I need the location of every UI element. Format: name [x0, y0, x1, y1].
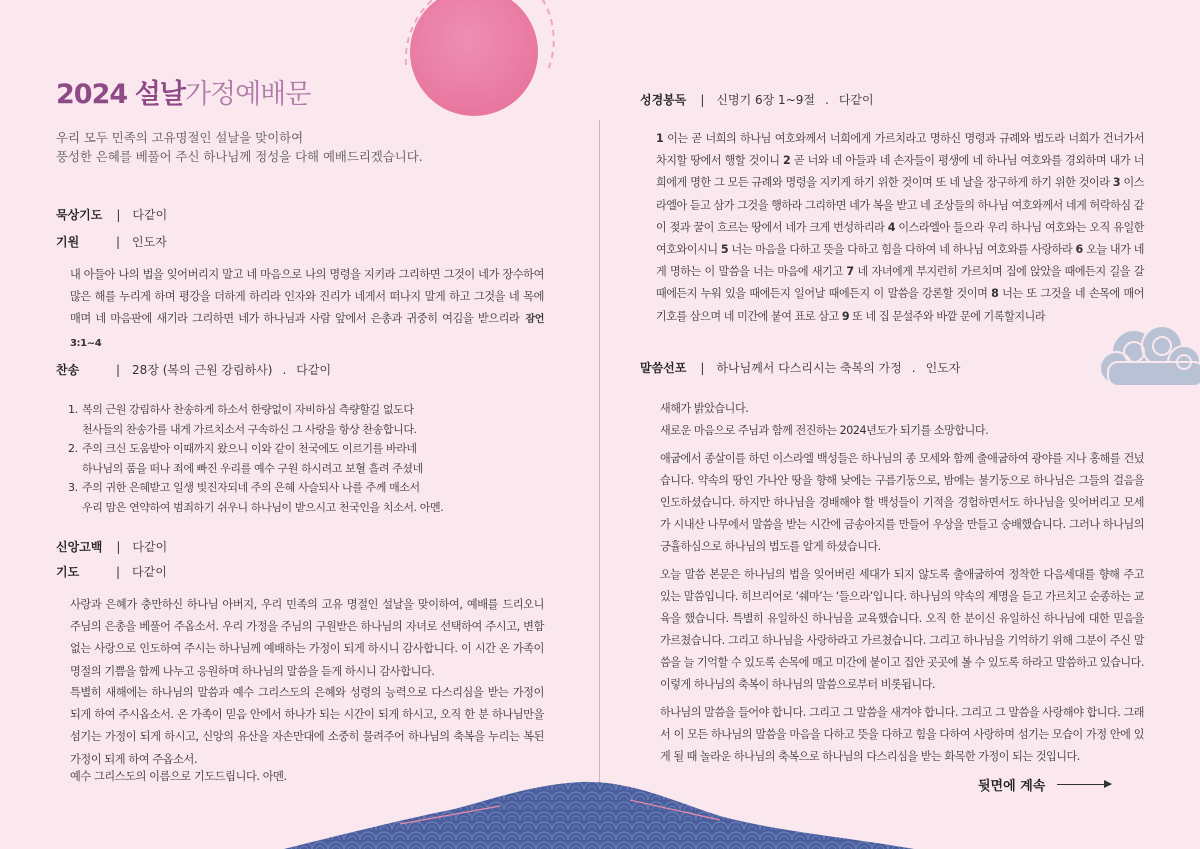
- hymn-verse: 3. 주의 귀한 은혜받고 일생 빚진자되네 주의 은혜 사슬되사 나를 주께 매소서: [68, 481, 420, 494]
- silent-prayer-row: 묵상기도 | 다같이: [56, 207, 168, 222]
- prayer-text-1: 사랑과 은혜가 충만하신 하나님 아버지, 우리 민족의 고유 명절인 설날을 맞이하여, 예배를 드리오니 주님의 은총을 베풀어 주옵소서. 우리 가정을 주님의 구원받은 하나님의 자녀로 선택하여 주시고, 변함없는 사랑으로 인도하여 주시는 하나님께 예배하는 가정이 되게 하시니 감사합니다. 이 시간 온 가족이 명절의 기쁨을 함께 나누고 응원하며 하나님의 말씀을 듣게 하시니 감사합니다.: [70, 598, 544, 678]
- continue-on-back: 뒷면에 계속: [978, 775, 1111, 794]
- sermon-text: [660, 398, 1144, 774]
- hymn-verse-line: 하나님의 품을 떠나 죄에 빠진 우리를 예수 구원 하시려고 보혈 흘려 주셨네: [82, 461, 423, 475]
- hymn-row: 찬송 | 28장 (복의 근원 강림하사) . 다같이: [56, 362, 332, 377]
- sermon-paragraph: 애굽에서 종살이를 하던 이스라엘 백성들은 하나님의 종 모세와 함께 출애굽하여 광야를 지나 홍해를 건넜습니다. 약속의 땅인 가나안 땅을 향해 낮에는 구름기둥으로, 밤에는 불기둥으로 하나님은 그들의 걸음을 인도하셨습니다. 하지만 하나님을 경배해야 할 백성들이 기적을 경험하면서도 하나님을 잊어버리고 모세가 시내산 나무에서 말씀을 받는 시간에 금송아지를 만들어 우상을 만들고 숭배했습니다. 그러나 하나님의 긍휼하심으로 하나님의 법도를 알게 하셨습니다.: [660, 452, 1144, 553]
- hymn-verse-line: 천사들의 찬송가를 내게 가르치소서 구속하신 그 사랑을 항상 찬송합니다.: [82, 422, 417, 436]
- prayer-text-2: 특별히 새해에는 하나님의 말씀과 예수 그리스도의 은혜와 성령의 능력으로 다스리심을 받는 가정이 되게 하여 주시옵소서. 온 가족이 믿음 안에서 하나가 되는 시간이 되게 하시고, 오직 한 분 하나님만을 섬기는 가정이 되게 하시고, 신앙의 유산을 자손만대에 소중히 물려주어 하나님의 축복을 누리는 복된 가정이 되게 하여 주옵소서.: [70, 686, 544, 766]
- prayer-text-3: 예수 그리스도의 이름으로 기도드립니다. 아멘.: [70, 770, 287, 783]
- hymn-verse: 2. 주의 크신 도움받아 이때까지 왔으니 이와 같이 천국에도 이르기를 바라네: [68, 442, 417, 455]
- mountain-decoration: [280, 780, 920, 849]
- hymn-verse-line: 우리 맘은 연약하여 범죄하기 쉬우니 하나님이 받으시고 천국인을 치소서. 아멘.: [82, 500, 444, 514]
- sermon-paragraph: 하나님의 말씀을 들어야 합니다. 그리고 그 말씀을 새겨야 합니다. 그리고 그 말씀을 사랑해야 합니다. 그래서 이 모든 하나님의 말씀을 마음을 다하고 뜻을 다하고 힘을 다하여 사랑하며 섬기는 모습이 가정 안에 있게 될 때 놀라운 하나님의 축복으로 하나님의 다스리심을 받는 화목한 가정이 되는 것입니다.: [660, 706, 1144, 763]
- hymn-lyrics: [68, 400, 548, 517]
- column-divider: [599, 120, 600, 785]
- sermon-paragraph: 오늘 말씀 본문은 하나님의 법을 잊어버린 세대가 되지 않도록 출애굽하여 정착한 다음세대를 향해 주고 있는 말씀입니다. 히브리어로 ‘쉐마’는 ‘들으라’입니다. 하나님의 약속의 계명을 듣고 가르치고 순종하는 교육을 했습니다. 특별히 유일하신 하나님을 교육했습니다. 오직 한 분이신 유일하신 하나님에 대한 믿음을 가르쳤습니다. 그리고 하나님을 사랑하라고 가르쳤습니다. 그리고 하나님을 기억하기 위해 그분이 주신 말씀을 늘 기억할 수 있도록 손목에 매고 미간에 붙이고 집안 곳곳에 볼 수 있도록 하라고 말씀하고 있습니다. 이렇게 하나님의 축복이 하나님의 말씀으로부터 비롯됩니다.: [660, 568, 1144, 691]
- invocation-text: 내 아들아 나의 법을 잊어버리지 말고 네 마음으로 나의 명령을 지키라 그리하면 그것이 네가 장수하여 많은 해를 누리게 하며 평강을 더하게 하리라 인자와 진리가 네게서 떠나지 말게 하고 그것을 네 목에 매며 네 마음판에 새기라 그리하면 네가 하나님과 사람 앞에서 은총과 귀중히 여김을 받으리라 잠언 3:1~4: [70, 268, 544, 349]
- creed-row: 신앙고백 | 다같이: [56, 539, 168, 554]
- sermon-row: 말씀선포 | 하나님께서 다스리시는 축복의 가정 . 인도자: [640, 360, 961, 375]
- arrow-right-icon: [1057, 784, 1111, 785]
- intro-text: 우리 모두 민족의 고유명절인 설날을 맞이하여 풍성한 은혜를 베풀어 주신 하나님께 정성을 다해 예배드리겠습니다.: [56, 130, 423, 164]
- invocation-row: 기원 | 인도자: [56, 234, 167, 249]
- reading-row: 성경봉독 | 신명기 6장 1~9절 . 다같이: [640, 92, 874, 107]
- sermon-paragraph: 새해가 밝았습니다. 새로운 마음으로 주님과 함께 전진하는 2024년도가 되기를 소망합니다.: [660, 402, 989, 437]
- scripture-text: 1 이는 곧 너희의 하나님 여호와께서 너희에게 가르치라고 명하신 명령과 규례와 법도라 너희가 건너가서 차지할 땅에서 행할 것이니 2 곧 너와 네 아들과 네 손자들이 평생에 네 하나님 여호와를 경외하며 내가 너희에게 명한 그 모든 규례와 명령을 지키게 하기 위한 것이며 또 네 날을 장구하게 하기 위한 것이라 3 이스라엘아 듣고 삼가 그것을 행하라 그리하면 네가 복을 받고 네 조상들의 하나님 여호와께서 네게 허락하심 같이 젖과 꿀이 흐르는 땅에서 네가 크게 번성하리라 4 이스라엘아 들으라 우리 하나님 여호와는 오직 유일한 여호와이시니 5 너는 마음을 다하고 뜻을 다하고 힘을 다하여 네 하나님 여호와를 사랑하라 6 오늘 내가 네게 명하는 이 말씀을 너는 마음에 새기고 7 네 자녀에게 부지런히 가르치며 집에 앉았을 때에든지 길을 갈 때에든지 누워 있을 때에든지 일어날 때에든지 이 말씀을 강론할 것이며 8 너는 또 그것을 네 손목에 매어 기호를 삼으며 네 미간에 붙여 표로 삼고 9 또 네 집 문설주와 바깥 문에 기록할지니라: [656, 132, 1145, 323]
- hymn-verse: 1. 복의 근원 강림하사 찬송하게 하소서 한량없이 자비하심 측량할길 없도다: [68, 403, 414, 416]
- page-title: 2024 설날가정예배문: [56, 79, 311, 110]
- prayer-row: 기도 | 다같이: [56, 564, 167, 579]
- cloud-decoration: [1094, 322, 1200, 392]
